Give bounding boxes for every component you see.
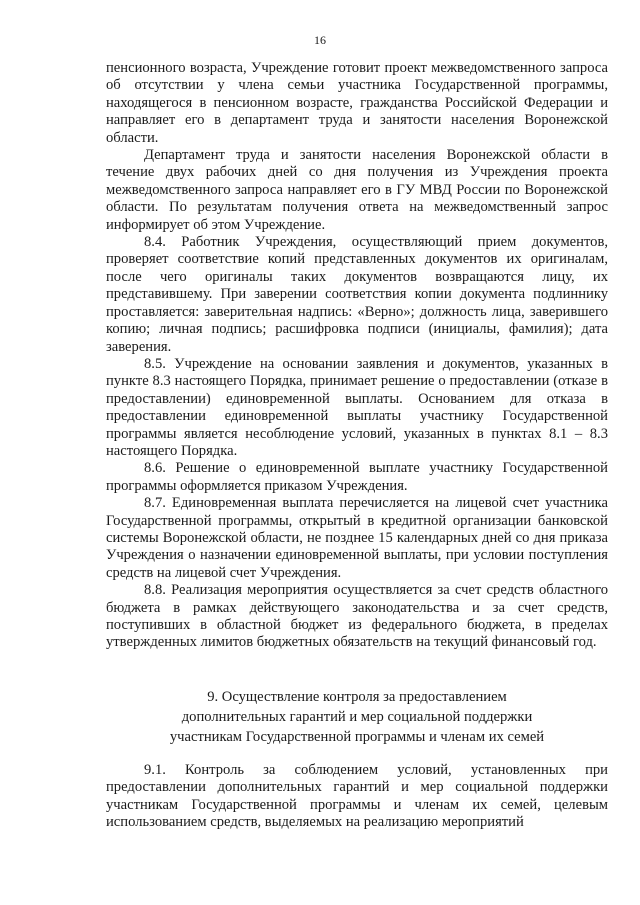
paragraph-8-5: 8.5. Учреждение на основании заявления и документов, указанных в пункте 8.3 настоящего Порядка, принимает решение о предоставлении (отказе в предоставлении) единовременной выплаты. Основанием для отказа в предоставлении единовременной выплаты участнику Государственной программы является несоблюдение условий, указанных в пунктах 8.1 – 8.3 настоящего Порядка. <box>106 355 608 459</box>
paragraph-8-7: 8.7. Единовременная выплата перечисляется на лицевой счет участника Государственной программы, открытый в кредитной организации банковской системы Воронежской области, не позднее 15 календарных дней со дня приказа Учреждения о назначении единовременной выплаты, при условии поступления средств на лицевой счет Учреждения. <box>106 495 608 581</box>
section-heading-line-1: 9. Осуществление контроля за предоставлением <box>207 689 507 705</box>
paragraph-9-1: 9.1. Контроль за соблюдением условий, установленных при предоставлении дополнительных гарантий и мер социальной поддержки участникам Государственной программы и членам их семей, целевым использованием средств, выделяемых на реализацию мероприятий <box>106 762 608 831</box>
paragraph-department: Департамент труда и занятости населения Воронежской области в течение двух рабочих дней со дня получения из Учреждения проекта межведомственного запроса направляет его в ГУ МВД России по Воронежской области. По результатам получения ответа на межведомственный запрос информирует об этом Учреждение. <box>106 147 608 233</box>
section-heading-line-3: участникам Государственной программы и членам их семей <box>169 729 545 745</box>
document-body <box>106 60 608 652</box>
paragraph-8-4: 8.4. Работник Учреждения, осуществляющий прием документов, проверяет соответствие копий представленных документов их оригиналам, после чего оригиналы таких документов возвращаются лицу, их представившему. При заверении соответствия копии документа подлиннику проставляется: заверительная надпись: «Верно»; должность лица, заверившего копию; личная подпись; расшифровка подписи (инициалы, фамилия); дата заверения. <box>106 234 608 355</box>
page-number: 16 <box>314 33 326 47</box>
paragraph-continuation: пенсионного возраста, Учреждение готовит проект межведомственного запроса об отсутствии у члена семьи участника Государственной программы, находящегося в пенсионном возрасте, гражданства Российской Федерации и направляет его в департамент труда и занятости населения Воронежской области. <box>106 60 608 146</box>
section-heading-line-2: дополнительных гарантий и мер социальной поддержки <box>181 709 533 725</box>
paragraph-8-6: 8.6. Решение о единовременной выплате участнику Государственной программы оформляется приказом Учреждения. <box>106 460 608 494</box>
section-9-body <box>106 762 608 832</box>
paragraph-8-8: 8.8. Реализация мероприятия осуществляется за счет средств областного бюджета в рамках действующего законодательства и за счет средств, поступивших в областной бюджет из федерального бюджета, в пределах утвержденных лимитов бюджетных обязательств на текущий финансовый год. <box>106 582 608 651</box>
section-9-heading <box>106 687 608 747</box>
